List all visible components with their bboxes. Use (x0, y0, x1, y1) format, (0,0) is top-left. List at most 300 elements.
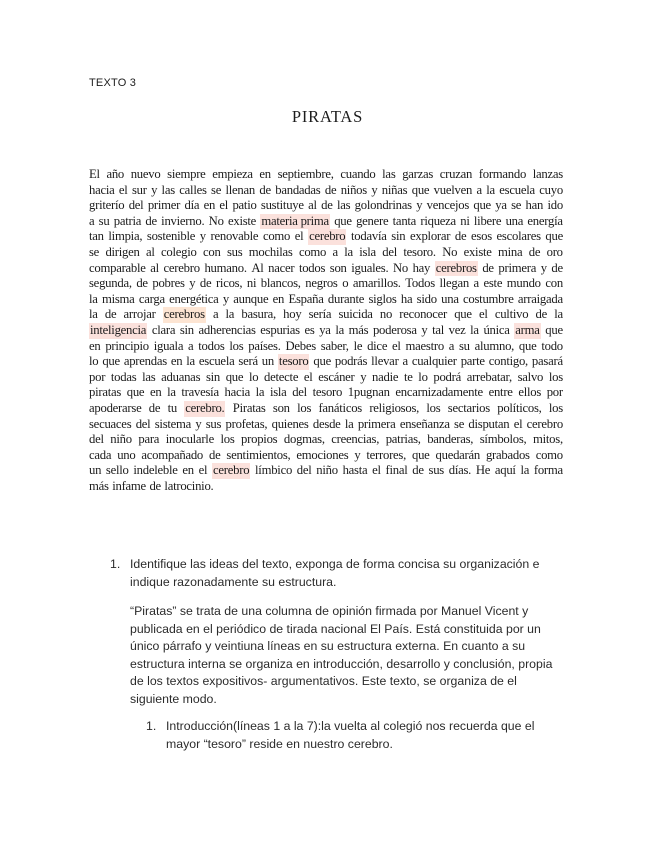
word: humano. (204, 260, 247, 275)
highlighted-word: inteligencia (90, 322, 147, 337)
word: y (421, 322, 428, 337)
word: como (298, 244, 327, 259)
word: el (513, 416, 523, 431)
word: su (98, 213, 110, 228)
word: No (208, 213, 224, 228)
word: propios (241, 432, 278, 447)
word: He (475, 463, 491, 478)
word: a (448, 338, 455, 353)
word: como (535, 447, 563, 462)
word: hoy (283, 307, 302, 322)
word: cerebro (526, 416, 563, 431)
word: sus (205, 416, 222, 431)
word: la (344, 244, 353, 259)
word: el (294, 229, 304, 244)
word: en (170, 354, 183, 369)
word: cruzan (439, 167, 473, 181)
word: que (454, 307, 472, 322)
word: saber, (320, 338, 349, 353)
word: basura, (241, 307, 276, 322)
word: en (272, 291, 285, 306)
word: golondrinas (354, 198, 412, 213)
word: a (332, 244, 338, 259)
word: primer (147, 198, 181, 213)
word: este (483, 276, 503, 291)
word: te (403, 369, 413, 384)
body-line (89, 245, 563, 261)
word: día (184, 198, 200, 213)
word: aunque (233, 291, 269, 306)
word: se (211, 182, 222, 197)
word: una (441, 291, 459, 306)
word: le (353, 338, 363, 353)
word: maestro (405, 338, 444, 353)
word: han (525, 198, 544, 213)
word: sustituye (260, 198, 304, 213)
word: llegan (439, 276, 469, 291)
word: el (372, 463, 381, 478)
word: de (551, 260, 563, 275)
question-1-number: 1. (110, 557, 121, 571)
word: empieza (212, 167, 253, 181)
word: durante (327, 291, 365, 306)
word: septiembre, (277, 167, 334, 181)
word: quedarán (435, 447, 480, 462)
word: por (89, 369, 106, 384)
word: energética (169, 291, 219, 306)
word: de (412, 463, 424, 478)
subpoint-1 (146, 718, 566, 753)
word: bandadas (275, 182, 321, 197)
body-line (89, 198, 563, 214)
word: arraigada (517, 291, 563, 306)
highlighted-word: cerebros (435, 260, 477, 275)
highlighted-word: cerebro (213, 463, 250, 478)
word: la (186, 354, 195, 369)
word: encarnizadamente (395, 385, 483, 400)
word: reconocer (399, 307, 448, 322)
word: Todos (405, 276, 435, 291)
word: al (308, 198, 317, 213)
word: ido (547, 198, 563, 213)
word: piratas (89, 385, 122, 400)
word: con (203, 244, 221, 259)
word: y (195, 416, 202, 431)
word: isla (269, 385, 287, 400)
body-line (89, 276, 563, 292)
word: que (411, 447, 430, 462)
word: mina (498, 244, 523, 259)
word: todo (541, 338, 563, 353)
word: dogmas, (283, 432, 325, 447)
word: invierno. (161, 213, 205, 228)
word: aprendas (123, 354, 167, 369)
word: la (225, 307, 235, 322)
word: la (470, 322, 479, 337)
word: una (505, 213, 524, 228)
word: religiosos, (369, 400, 420, 415)
word: llevar (371, 354, 399, 369)
word: suicida (338, 307, 373, 322)
word: Debes (285, 338, 316, 353)
word: las (382, 167, 396, 181)
word: no (379, 307, 393, 322)
body-line (89, 385, 563, 401)
word: tesoro. (403, 244, 436, 259)
word: profetas, (225, 416, 268, 431)
word: símbolos, (479, 432, 527, 447)
word: la (89, 307, 98, 322)
word: las (336, 198, 351, 213)
word: de (535, 307, 547, 322)
answer-paragraph: “Piratas” se trata de una columna de opinión firmada por Manuel Vicent y publicada en el periódico de tirada nacional El País. Está constituida por un único párrafo y veintiuna líneas en su estructura externa. En cuanto a su estructura interna se organiza en introducción, desarrollo y conclusión, propia de los textos expositivos- argumentativos. Este texto, se organiza de el siguiente modo. (130, 604, 553, 706)
body-line (89, 339, 563, 355)
word: garzas (402, 167, 434, 181)
word: hay (412, 260, 431, 275)
word: se (454, 416, 465, 431)
word: y (354, 447, 361, 462)
word: el (478, 307, 488, 322)
word: como (262, 229, 291, 244)
word: siglos (368, 291, 397, 306)
word: para (138, 432, 160, 447)
word: las (142, 369, 156, 384)
word: cuando (340, 167, 376, 181)
body-paragraph (89, 167, 563, 494)
word: el (118, 182, 128, 197)
word: y (360, 369, 367, 384)
word: esos (471, 229, 492, 244)
word: existe (463, 244, 492, 259)
word: de (145, 213, 157, 228)
word: calles (179, 182, 207, 197)
word: segunda, (89, 276, 132, 291)
word: el (303, 369, 313, 384)
word: el (198, 463, 208, 478)
word: sostenible (146, 229, 196, 244)
word: limpia, (108, 229, 143, 244)
body-line (89, 479, 563, 495)
word: entre (488, 385, 513, 400)
word: lanzas (532, 167, 563, 181)
word: No (442, 244, 458, 259)
word: que (126, 385, 145, 400)
word: colegio (161, 244, 197, 259)
word: sin (391, 229, 406, 244)
word: de (136, 276, 148, 291)
word: todavía (351, 229, 387, 244)
word: forma (533, 463, 563, 478)
word: Al (251, 260, 264, 275)
word: en (149, 385, 162, 400)
word: hacia (89, 182, 115, 197)
word: nacer (268, 260, 295, 275)
word: de (324, 182, 337, 197)
word: la (255, 385, 265, 400)
word: los (297, 400, 312, 415)
word: sin (205, 369, 221, 384)
word: apoderarse (89, 400, 142, 415)
word: que (473, 198, 491, 213)
word: será (238, 354, 258, 369)
word: poderosa (372, 322, 417, 337)
body-line (89, 432, 563, 448)
word: sentimientos, (226, 447, 291, 462)
word: escáner (318, 369, 355, 384)
word: primera (498, 260, 537, 275)
word: los (548, 369, 563, 384)
word: patria (113, 213, 142, 228)
word: la (344, 416, 354, 431)
word: misma (101, 291, 135, 306)
word: en (259, 167, 271, 181)
word: lo (418, 369, 428, 384)
word: de (199, 276, 212, 291)
word: amarillos. (352, 276, 401, 291)
word: tu (167, 400, 177, 415)
word: patio (232, 198, 257, 213)
body-line (89, 354, 563, 370)
word: travesía (181, 385, 219, 400)
word: escuela (198, 354, 235, 369)
word: arrojar (123, 307, 156, 322)
word: nuevo (130, 167, 161, 181)
word: genere (356, 213, 389, 228)
word: comparable (89, 260, 146, 275)
body-line (89, 463, 563, 479)
word: más (89, 478, 109, 493)
word: libere (473, 213, 502, 228)
word: secuaces (89, 416, 132, 431)
word: blancos, (260, 276, 301, 291)
word: cada (89, 447, 112, 462)
word: escolares (496, 229, 541, 244)
word: ricos, (215, 276, 243, 291)
highlighted-word: cerebro (309, 229, 346, 244)
word: en (89, 338, 101, 353)
word: iguales. (351, 260, 389, 275)
word: cuyo (539, 182, 563, 197)
body-line (89, 307, 563, 323)
word: parte (460, 354, 485, 369)
word: al (146, 244, 155, 259)
word: Piratas (232, 400, 266, 415)
word: los (229, 338, 244, 353)
word: vez (448, 322, 466, 337)
word: lo (248, 369, 259, 384)
body-line (89, 401, 563, 417)
word: oro (546, 244, 563, 259)
word: la (89, 291, 98, 306)
word: de (321, 198, 333, 213)
word: indeleble (133, 463, 178, 478)
word: que (313, 354, 331, 369)
word: y (189, 276, 196, 291)
word: la (486, 182, 495, 197)
word: disputan (468, 416, 510, 431)
word: arrebatar, (466, 369, 512, 384)
word: aquí (494, 463, 516, 478)
word: banderas, (427, 432, 474, 447)
word: vencejos (426, 198, 470, 213)
word: que (518, 338, 537, 353)
word: los (220, 432, 235, 447)
word: creencias, (331, 432, 380, 447)
word: días. (448, 463, 472, 478)
word: límbico (255, 463, 293, 478)
word: ni (246, 276, 257, 291)
body-line (89, 261, 563, 277)
word: hasta (342, 463, 368, 478)
word: a (212, 307, 219, 322)
word: del (128, 198, 144, 213)
word: ya (319, 322, 331, 337)
body-line (89, 323, 563, 339)
word: lo (89, 354, 99, 369)
word: al (150, 260, 159, 275)
word: tesoro (312, 385, 343, 400)
word: alumno, (474, 338, 515, 353)
word: sin (179, 322, 194, 337)
subpoint-1-text: Introducción(líneas 1 a la 7):la vuelta al colegió nos recuerda que el mayor “tesoro” reside en nuestro cerebro. (166, 719, 535, 751)
word: son (272, 400, 290, 415)
word: sur (131, 182, 147, 197)
word: No (392, 260, 408, 275)
word: su (459, 338, 470, 353)
word: a (89, 213, 95, 228)
word: la (520, 463, 530, 478)
word: del (292, 385, 307, 400)
word: cultivo (494, 307, 529, 322)
word: ha (400, 291, 413, 306)
word: primera (357, 416, 396, 431)
word: 1pugnan (347, 385, 390, 400)
word: dirigen (105, 244, 140, 259)
word: llenan (225, 182, 256, 197)
word: de (454, 229, 467, 244)
body-line (89, 417, 563, 433)
word: espurias (260, 322, 300, 337)
word: a (476, 182, 482, 197)
subpoint-1-number: 1. (146, 719, 157, 733)
word: todos (198, 338, 225, 353)
body-line (89, 448, 563, 464)
highlighted-word: cerebro. (185, 400, 225, 415)
highlighted-word: tesoro (278, 354, 309, 369)
word: todas (110, 369, 137, 384)
word: sus (428, 463, 444, 478)
word: negros (305, 276, 338, 291)
word: las (161, 182, 175, 197)
word: niño (110, 432, 132, 447)
word: son (329, 260, 347, 275)
word: cerebro (163, 260, 200, 275)
word: pobres (152, 276, 185, 291)
word: políticos, (497, 400, 542, 415)
word: quienes (271, 416, 309, 431)
word: más (348, 322, 369, 337)
word: el (219, 198, 229, 213)
word: infame (112, 478, 146, 493)
word: formando (478, 167, 527, 181)
word: de (259, 182, 271, 197)
word: los (426, 400, 441, 415)
question-1-text: Identifique las ideas del texto, exponga de forma concisa su organización e indique razonadamente su estructura. (130, 557, 540, 589)
word: isla (359, 244, 376, 259)
word: y (151, 182, 158, 197)
word: mitos, (533, 432, 563, 447)
word: existe (227, 213, 257, 228)
word: con (545, 276, 563, 291)
body-line (89, 292, 563, 308)
word: por (546, 385, 563, 400)
word: aduanas (161, 369, 201, 384)
word: cualquier (411, 354, 457, 369)
word: la (554, 307, 563, 322)
word: que (411, 182, 430, 197)
word: de (482, 260, 494, 275)
word: emociones (296, 447, 349, 462)
highlighted-word: cerebros (163, 307, 205, 322)
word: única (483, 322, 510, 337)
word: es (304, 322, 315, 337)
word: todos (298, 260, 326, 275)
word: grabados (485, 447, 530, 462)
word: o (342, 276, 349, 291)
word: los (548, 400, 563, 415)
word: vuelven (433, 182, 473, 197)
word: España (288, 291, 324, 306)
word: salvo (517, 369, 544, 384)
word: tal (432, 322, 445, 337)
word: riqueza (420, 213, 456, 228)
word: ellos (518, 385, 542, 400)
word: la (335, 322, 344, 337)
word: que (225, 369, 244, 384)
word: se (89, 244, 100, 259)
word: acompañado (141, 447, 204, 462)
word: de (208, 447, 221, 462)
word: un (261, 354, 274, 369)
word: griterío (89, 198, 125, 213)
word: niños (340, 182, 367, 197)
word: inocularle (165, 432, 214, 447)
word: a (188, 338, 194, 353)
word: se (511, 198, 522, 213)
word: hacia (224, 385, 250, 400)
word: podrás (334, 354, 368, 369)
word: del (135, 416, 151, 431)
word: y (222, 291, 229, 306)
word: iguala (153, 338, 184, 353)
word: un (89, 463, 102, 478)
word: clara (151, 322, 176, 337)
word: siempre (167, 167, 206, 181)
word: uno (117, 447, 136, 462)
word: principio (105, 338, 149, 353)
word: que (545, 322, 563, 337)
body-line (89, 183, 563, 199)
word: enseñanza (399, 416, 450, 431)
word: terrores, (366, 447, 407, 462)
word: del (296, 463, 312, 478)
word: renovable (210, 229, 259, 244)
word: detecte (264, 369, 299, 384)
word: en (203, 198, 216, 213)
word: y (199, 229, 206, 244)
word: a (402, 354, 408, 369)
word: y (540, 260, 547, 275)
